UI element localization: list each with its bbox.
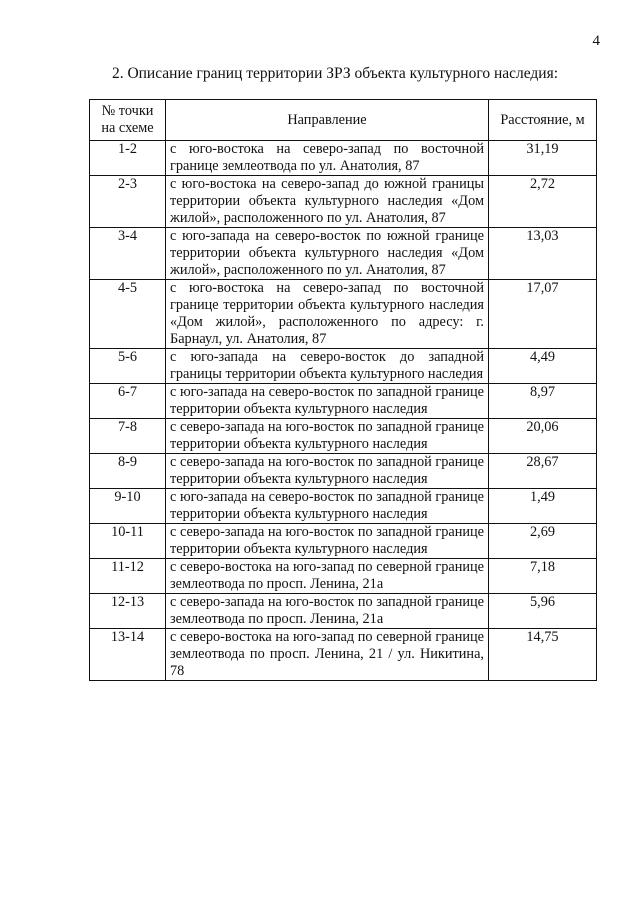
row-direction: с юго-запада на северо-восток по западной границе территории объекта культурного наследия <box>166 489 489 524</box>
table-row <box>90 629 597 681</box>
table-row <box>90 489 597 524</box>
row-direction: с северо-запада на юго-восток по западной границе землеотвода по просп. Ленина, 21а <box>166 594 489 629</box>
row-direction: с юго-востока на северо-запад по восточной границе территории объекта культурного наследия «Дом жилой», расположенного по адресу: г. Барнаул, ул. Анатолия, 87 <box>166 280 489 349</box>
table-row <box>90 228 597 280</box>
boundaries-table <box>89 99 597 681</box>
row-direction: с юго-востока на северо-запад до южной границы территории объекта культурного наследия «Дом жилой», расположенного по ул. Анатолия, 87 <box>166 176 489 228</box>
table-row <box>90 559 597 594</box>
table-row <box>90 176 597 228</box>
header-points <box>90 100 166 141</box>
row-distance: 31,19 <box>489 141 597 176</box>
header-points-line2: на схеме <box>101 120 154 136</box>
row-distance: 13,03 <box>489 228 597 280</box>
row-distance: 17,07 <box>489 280 597 349</box>
row-direction: с северо-запада на юго-восток по западной границе территории объекта культурного наследия <box>166 454 489 489</box>
row-points: 13-14 <box>90 629 166 681</box>
row-points: 2-3 <box>90 176 166 228</box>
row-points: 9-10 <box>90 489 166 524</box>
row-direction: с юго-запада на северо-восток до западной границы территории объекта культурного наследия <box>166 349 489 384</box>
row-direction: с юго-запада на северо-восток по южной границе территории объекта культурного наследия «Дом жилой», расположенного по ул. Анатолия, 87 <box>166 228 489 280</box>
row-points: 11-12 <box>90 559 166 594</box>
section-heading: 2. Описание границ территории ЗРЗ объекта культурного наследия: <box>111 65 559 82</box>
row-points: 1-2 <box>90 141 166 176</box>
table-row <box>90 141 597 176</box>
header-points-line1: № точки <box>101 103 154 119</box>
row-direction: с северо-запада на юго-восток по западной границе территории объекта культурного наследия <box>166 419 489 454</box>
page-number: 4 <box>592 33 600 49</box>
row-points: 4-5 <box>90 280 166 349</box>
row-distance: 7,18 <box>489 559 597 594</box>
table-row <box>90 524 597 559</box>
row-points: 3-4 <box>90 228 166 280</box>
table-row <box>90 280 597 349</box>
row-points: 6-7 <box>90 384 166 419</box>
row-direction: с юго-запада на северо-восток по западной границе территории объекта культурного наследия <box>166 384 489 419</box>
row-points: 7-8 <box>90 419 166 454</box>
header-distance: Расстояние, м <box>489 100 597 141</box>
row-distance: 1,49 <box>489 489 597 524</box>
row-distance: 5,96 <box>489 594 597 629</box>
row-direction: с юго-востока на северо-запад по восточной границе землеотвода по ул. Анатолия, 87 <box>166 141 489 176</box>
header-direction: Направление <box>166 100 489 141</box>
row-points: 5-6 <box>90 349 166 384</box>
row-points: 8-9 <box>90 454 166 489</box>
row-distance: 14,75 <box>489 629 597 681</box>
table-row <box>90 419 597 454</box>
row-distance: 2,69 <box>489 524 597 559</box>
table-row <box>90 384 597 419</box>
table-row <box>90 349 597 384</box>
row-distance: 20,06 <box>489 419 597 454</box>
row-distance: 2,72 <box>489 176 597 228</box>
row-distance: 28,67 <box>489 454 597 489</box>
table-row <box>90 454 597 489</box>
row-direction: с северо-запада на юго-восток по западной границе территории объекта культурного наследия <box>166 524 489 559</box>
table-header-row <box>90 100 597 141</box>
row-direction: с северо-востока на юго-запад по северной границе землеотвода по просп. Ленина, 21 / ул. Никитина, 78 <box>166 629 489 681</box>
row-distance: 4,49 <box>489 349 597 384</box>
row-direction: с северо-востока на юго-запад по северной границе землеотвода по просп. Ленина, 21а <box>166 559 489 594</box>
row-points: 10-11 <box>90 524 166 559</box>
row-distance: 8,97 <box>489 384 597 419</box>
row-points: 12-13 <box>90 594 166 629</box>
table-row <box>90 594 597 629</box>
